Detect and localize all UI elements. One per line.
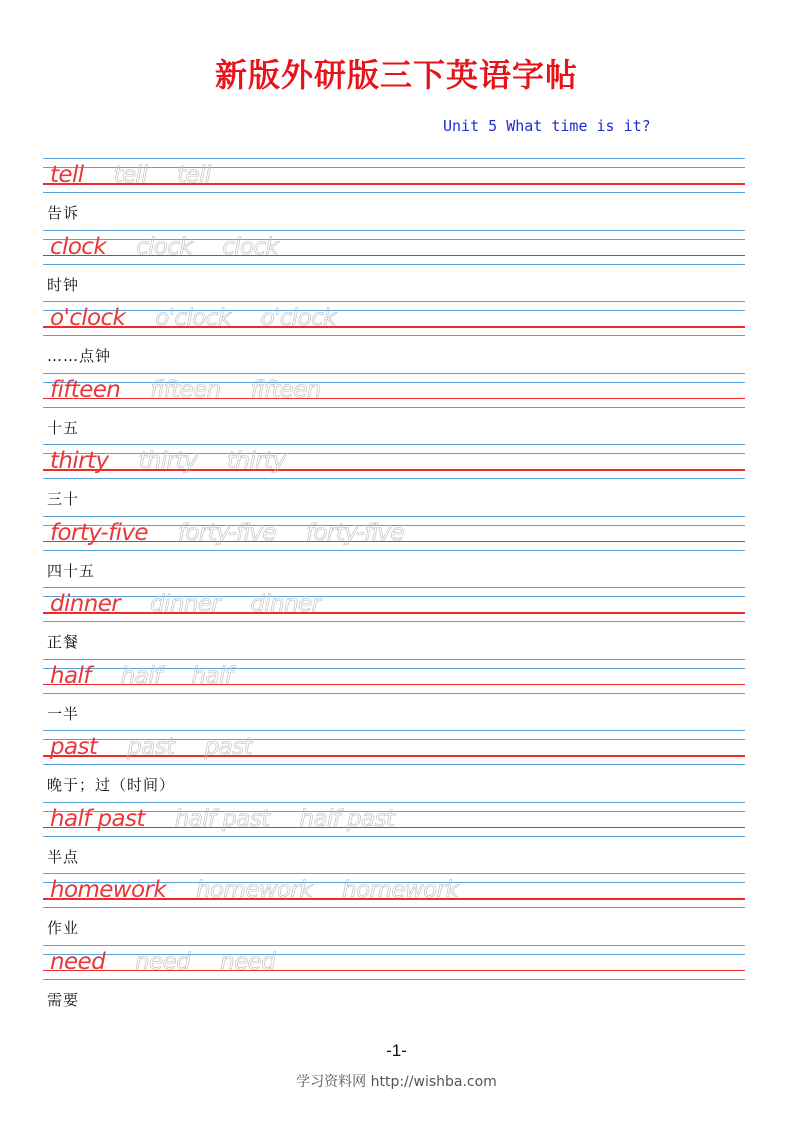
trace-word: homework	[342, 877, 459, 903]
vocab-word: dinner	[50, 591, 121, 617]
guide-line	[43, 444, 745, 445]
word-meaning: 需要	[47, 990, 80, 1009]
vocab-word: clock	[50, 233, 107, 260]
guide-line	[43, 158, 745, 159]
word-practice	[50, 303, 366, 333]
word-meaning: 晚于；过（时间）	[47, 776, 176, 794]
guide-line	[43, 335, 745, 336]
word-meaning: ……点钟	[47, 347, 112, 365]
vocab-row	[0, 945, 793, 1016]
trace-word: past	[204, 734, 252, 760]
vocab-row	[0, 873, 793, 944]
word-practice	[50, 589, 350, 619]
vocab-word: homework	[50, 877, 167, 903]
word-meaning: 一半	[47, 704, 80, 723]
guide-line	[43, 836, 745, 837]
trace-word: thirty	[226, 448, 286, 474]
vocab-row	[0, 444, 793, 515]
word-practice	[50, 160, 241, 190]
trace-word: need	[135, 948, 191, 975]
guide-line	[43, 907, 745, 908]
trace-word: dinner	[150, 591, 221, 617]
vocab-row	[0, 158, 793, 229]
guide-line	[43, 407, 745, 408]
vocab-row	[0, 516, 793, 587]
page-number: -1-	[386, 1041, 407, 1060]
guide-line	[43, 264, 745, 265]
guide-line	[43, 621, 745, 622]
guide-line	[43, 945, 745, 946]
trace-word: half	[191, 662, 233, 689]
word-meaning: 四十五	[47, 561, 96, 580]
word-practice	[50, 947, 305, 977]
vocab-word: need	[50, 948, 106, 975]
trace-word: past	[127, 734, 175, 760]
trace-word: need	[220, 948, 276, 975]
guide-line	[43, 730, 745, 731]
word-practice	[50, 732, 282, 762]
word-practice	[50, 232, 308, 262]
trace-word: o'clock	[155, 305, 231, 331]
trace-word: forty-five	[177, 519, 276, 546]
guide-line	[43, 373, 745, 374]
vocab-word: half past	[50, 805, 145, 832]
trace-word: half past	[174, 805, 270, 832]
vocab-word: thirty	[50, 448, 109, 474]
unit-subtitle: Unit 5 What time is it?	[443, 117, 651, 135]
guide-line	[43, 192, 745, 193]
trace-word: tell	[113, 162, 148, 188]
page-title: 新版外研版三下英语字帖	[214, 56, 578, 94]
vocab-word: o'clock	[50, 305, 126, 331]
trace-word: clock	[222, 233, 279, 260]
guide-line	[43, 659, 745, 660]
vocab-word: past	[50, 734, 98, 760]
trace-word: tell	[177, 162, 211, 188]
word-meaning: 时钟	[47, 275, 80, 294]
trace-word: half past	[299, 805, 395, 832]
vocab-row	[0, 730, 793, 801]
vocab-row	[0, 659, 793, 730]
word-practice	[50, 446, 315, 476]
trace-word: homework	[196, 877, 313, 903]
vocab-word: forty-five	[50, 519, 148, 546]
guide-line	[43, 873, 745, 874]
guide-line	[43, 979, 745, 980]
word-meaning: 三十	[47, 490, 80, 508]
trace-word: thirty	[138, 448, 197, 474]
word-practice	[50, 375, 351, 405]
word-practice	[50, 518, 434, 548]
trace-word: o'clock	[260, 305, 336, 331]
word-meaning: 正餐	[47, 633, 80, 651]
guide-line	[43, 478, 745, 479]
trace-word: forty-five	[305, 519, 404, 546]
word-meaning: 作业	[47, 919, 80, 937]
vocab-word: fifteen	[50, 376, 121, 403]
guide-line	[43, 802, 745, 803]
guide-line	[43, 587, 745, 588]
vocab-word: tell	[50, 162, 84, 188]
word-meaning: 告诉	[47, 204, 80, 222]
word-practice	[50, 661, 262, 691]
guide-line	[43, 764, 745, 765]
trace-word: fifteen	[250, 376, 321, 403]
vocab-row	[0, 301, 793, 372]
vocab-word: half	[50, 662, 91, 689]
vocab-row	[0, 802, 793, 873]
word-meaning: 半点	[47, 847, 80, 866]
trace-word: fifteen	[150, 376, 221, 403]
guide-line	[43, 301, 745, 302]
vocab-row	[0, 587, 793, 658]
trace-word: half	[120, 662, 162, 689]
guide-line	[43, 550, 745, 551]
source-footer: 学习资料网 http://wishba.com	[296, 1074, 497, 1090]
guide-line	[43, 516, 745, 517]
word-practice	[50, 875, 488, 905]
vocab-row	[0, 373, 793, 444]
trace-word: dinner	[250, 591, 321, 617]
guide-line	[43, 693, 745, 694]
word-practice	[50, 804, 424, 834]
trace-word: clock	[136, 233, 193, 260]
guide-line	[43, 230, 745, 231]
vocab-row	[0, 230, 793, 301]
word-meaning: 十五	[47, 418, 80, 437]
